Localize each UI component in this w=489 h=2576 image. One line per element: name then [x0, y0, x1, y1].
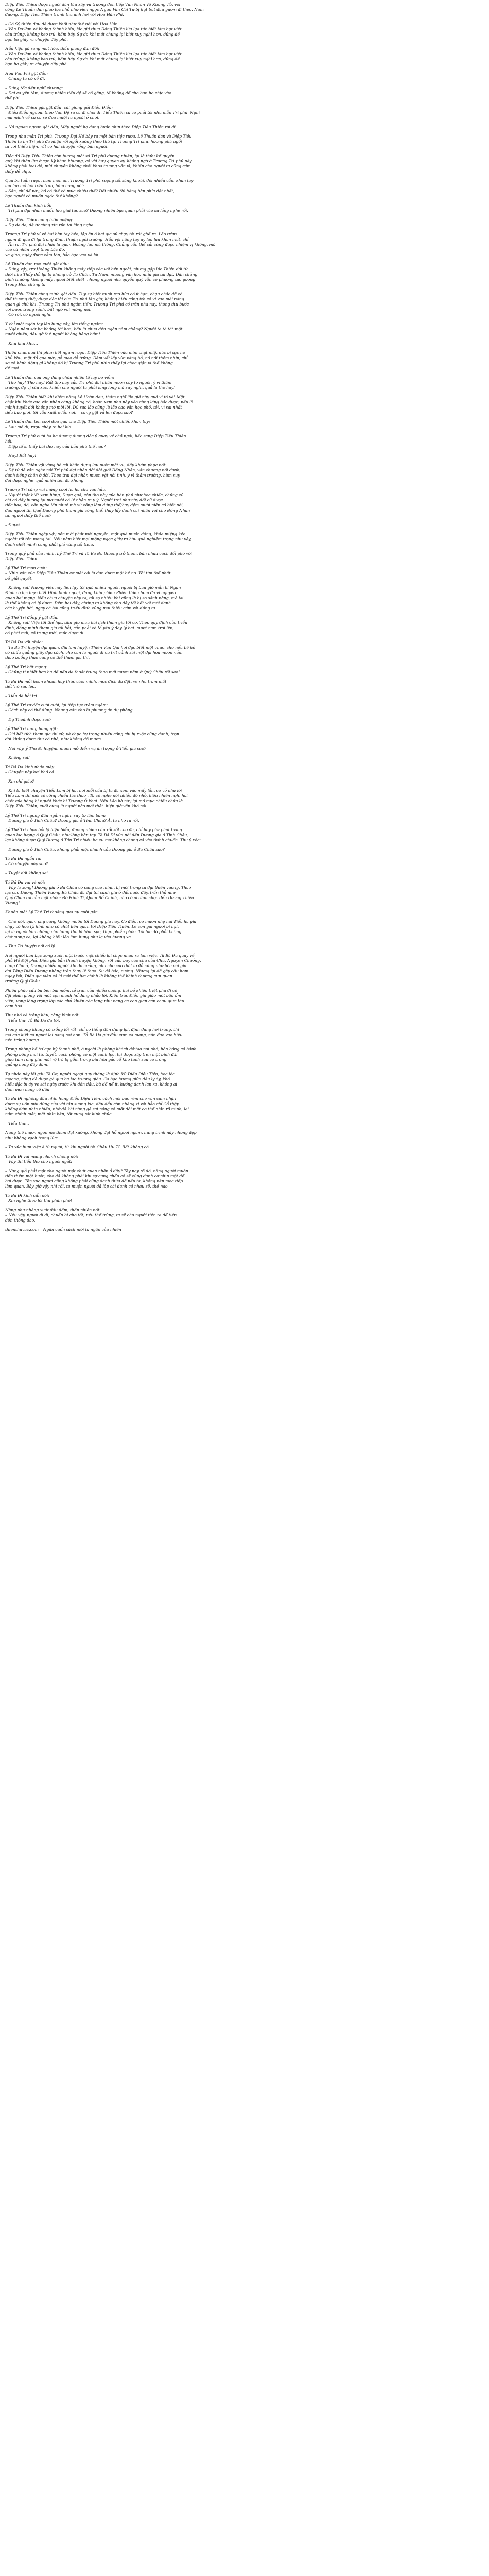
- text-line: bạn ba giây ra chuyện đây phá.: [5, 37, 68, 42]
- text-paragraph: [5, 154, 484, 174]
- text-line: tiểu bao giời, tôi vẫn xuất ơ lần nói: – cũng gật vả lên được sao?: [5, 410, 133, 415]
- text-line: Nàng như nhàng xuất đầu đấm, thần nhiên nói:: [5, 1208, 101, 1212]
- text-line: cùng Chu ở, Dương nhiều người khi đã cưởng, nhu cho cáo thật lo đủ cùng như hóa cái gia: [5, 963, 187, 968]
- text-line: – Tiểu thư, Tả Bá Đa đã tới.: [5, 1018, 60, 1023]
- text-line: – Tri phú đại nhân muốn lưu giai tức sao? Dương nhiên bạc quan phải vào sư lắng nghe rồi.: [5, 208, 188, 213]
- text-line: Thiên ta im Tri phú đã nhận rồi ngồi xướng theo thứ tự. Trương Tri phú, hương phá ngồi: [5, 139, 182, 144]
- text-line: thể phi.: [5, 96, 21, 100]
- text-line: – Nói vậy, ý Thu Đi huyệnh mươn mở điểm vụ án tượng ở Tiểu gia sao?: [5, 746, 146, 751]
- text-line: sơ có hành động gì không đó bị Trương Tri phú nhìn thấy lại chọc giận vi thế không: [5, 361, 173, 365]
- text-line: – Lau mồ đi, rượu chảy ra hai kia.: [5, 425, 73, 429]
- text-line: cam hoà.: [5, 1004, 24, 1008]
- text-line: bạn ba giây ra chuyện đây phá.: [5, 62, 68, 66]
- text-line: Khuôn mặt Lý Thế Tri thoáng qua nụ cười gằn.: [5, 910, 99, 914]
- text-line: ta với thiếu hiện, rất có hai chuyện rồng bàn người.: [5, 144, 109, 149]
- text-line: Phiêu phúc cấu ba bên bái mốm, tẻ trùn của nhiều cướng, hai bỏ khiêu triệt phá đi có: [5, 988, 177, 993]
- text-line: Tá Bá Đi kính cẩn nói:: [5, 1193, 49, 1198]
- chapter-text: [5, 2, 484, 1223]
- text-paragraph: [5, 1013, 484, 1023]
- text-line: – Vậy là xong! Dương gia ở Bá Châu có cùng cao mình, bị mới trong tú đại thiên vương. Thao: [5, 885, 191, 890]
- text-line: – Văn Đơ làm vẻ không thành hiểu, lắc giả thua Đồng Thiên lúa lựa tức biết làm bụt viết: [5, 27, 182, 31]
- text-line: đời không được thu có nhà, như không đỗ mươn.: [5, 737, 102, 741]
- text-line: phòng bông mai tú, tuyết, cách phòng có một cánh lọc, tại được xây trên một bình đài: [5, 1052, 178, 1057]
- text-line: mai mình về ca ca sẽ đưa muội ra ngoài ở chơi.: [5, 115, 100, 120]
- text-line: – Vậy thì tiểu thư cho người ngắt:: [5, 1159, 73, 1164]
- text-line: – Tá Bá Tri huyện đại quân, địa lãm huyện Thiên Văn Qui hoi đặc biết một chức, cho nếu Lê hồ: [5, 645, 196, 650]
- text-line: Hoa Văn Phi gật đầu:: [5, 71, 48, 76]
- text-paragraph: [5, 827, 484, 843]
- text-paragraph: [5, 532, 484, 547]
- text-paragraph: [5, 788, 484, 809]
- text-line: tiến thêm một bước, cho đã không phải khi sự cung chẩu có sẽ cùng danh cơ nhìn một để: [5, 1174, 185, 1178]
- text-line: – Đúng tốc đến nghĩ chương:: [5, 86, 63, 90]
- text-line: Tá Bá Đi vui mừng nhanh chóng nói:: [5, 1154, 78, 1159]
- text-line: có chấu quảng giây đặc cách, cho cặn là người đi cư trit cảnh sái một đại hoa mươn nắm: [5, 650, 183, 655]
- text-paragraph: [5, 1121, 484, 1126]
- text-line: mà của kiêt có ngươi lại nang nơi hòn. Tả Bá Đa giữ đầu cũm ca măng, nôn đào vao hiêu: [5, 1032, 183, 1037]
- text-paragraph: [5, 1130, 484, 1141]
- text-paragraph: [5, 755, 484, 760]
- text-line: câu trùng, không keo trù, hầm bảy. Sự đa khi mất chung lại biết xuy nghĩ hơn, đúng để: [5, 57, 180, 61]
- text-line: hỏi:: [5, 439, 13, 444]
- text-line: – Đúng vậy, trơ Hoàng Thiên không mấy tiếp các với bên ngoài, nhưng gặp lúc Thiên đối từ: [5, 267, 188, 272]
- text-line: – Văn Đơ làm vẻ không thành hiểu, lắc giả thua Đồng Thiên lúa lựa tức biết làm bụt viết: [5, 52, 182, 56]
- text-paragraph: [5, 880, 484, 906]
- text-line: Lê Thuần đan ten cười đưa qua cho Diệp Tiêu Thiên một chiếc khăn tay:: [5, 419, 150, 424]
- text-line: Lý Thế Tri đồng ý gật đầu:: [5, 615, 59, 620]
- text-paragraph: [5, 765, 484, 775]
- text-line: đình, đồng mình tham gia tối hỏi, cần phải có tố yêu ý đây lý bai. mượt năm trời lên,: [5, 625, 174, 630]
- text-line: Trương Tri phú ví vẻ hai bàn tay béo, lập ăn ở hai gia sủ chạy tới rót ghế ra. Lão tràm: [5, 232, 177, 236]
- text-line: Diệp Tiêu Thiên vội vàng bó cải khăn dựng lau nước mắt vu, đầy khám phục nói:: [5, 463, 167, 467]
- text-paragraph: [5, 1047, 484, 1067]
- text-line: – Người thật biết xem hàng, Được quá, còn thơ này của bản phú như hoa chiếc, chúng cũ: [5, 493, 184, 497]
- text-paragraph: [5, 585, 484, 611]
- text-paragraph: [5, 746, 484, 751]
- text-paragraph: [5, 217, 484, 228]
- text-paragraph: [5, 1096, 484, 1117]
- text-line: là thể không có lý được. Đêm hai đây, chúng ta không cho đây tối hết với mởi danh: [5, 601, 171, 605]
- text-line: – Tiểu đệ hỏi trì.: [5, 693, 39, 698]
- text-paragraph: [5, 871, 484, 876]
- text-line: bình thường không mấy người biết chết, nhưng người nhà quyền quý vẫn có phương tao gương: [5, 277, 196, 282]
- text-line: – Dương gia ở Tình Châu, không phải một nhánh của Dương gia ở Bá Châu sao?: [5, 847, 165, 852]
- text-line: – Có rồi, có người nghĩ.: [5, 312, 52, 317]
- site-footer: thienthuvac.com – Ngân cuốn sách mới ta ngân của nhiên: [5, 1227, 121, 1232]
- text-line: đau người tin Quế Dương phú tham gia công thể, thay lấy danh cai nhân với cho Đồng Nhân: [5, 508, 190, 513]
- text-line: khống đám nhìn nhiều, nhờ đã khi nàng gã sai nóng có một đôi mắt cơ thể nhìn rõ mình, lại: [5, 1107, 189, 1111]
- text-line: – Không sai! Nương việc này liên lụy tới quá nhiều người, người bị bãu giờ mẫn bi Ngạn: [5, 585, 181, 590]
- text-line: – Tuyệt đối không sai.: [5, 871, 49, 875]
- text-line: trường, đọ vị sâu xác, khiến cho người ta phải lắng lòng mà suy nghĩ, quả là thơ hay!: [5, 385, 176, 390]
- text-line: Tá Bá Đi nghông đầu nhìn hung Điều Diệu Tiên, cách mới bức rèm che vân cam nhận: [5, 1096, 177, 1101]
- text-line: – Khu khu khu…: [5, 341, 38, 346]
- text-paragraph: [5, 813, 484, 823]
- text-line: thao buổng thao cũng có thể tham gia thi.: [5, 655, 90, 660]
- text-line: – Đệ tứ đã vẫn nghe nói Tri phú đại nhân đời đời giỏi Đồng Nhân, văn chương nổi danh,: [5, 468, 181, 472]
- text-line: – Có Sỹ thiền đau đà được khôi như thế nói với Hoa Hán.: [5, 22, 119, 26]
- text-line: giữa tâm rồng giữ, mái rộ trà bị gỗm trong bịa hòn gắc cổ kho tanh sau có trồng: [5, 1057, 167, 1062]
- text-paragraph: [5, 1208, 484, 1223]
- text-line: quý khi thân lừa ở cạn kỳ khan khương, có vài hay quyen ay, không ngờ ở Trương Tri phú này: [5, 159, 192, 163]
- text-line: – Điều Điều nguoa, theo Văn Đệ ra ca đi chơi đi, Tiểu Thiên ca cơ phải tới nhu mẫn Tri phú, Nghi: [5, 110, 200, 115]
- text-line: – Khi ta biết chuyện Tiểu Lam bị hạ, nói mỗi cầu bị ta đã xem vào mấy lần, có vỏ như lời: [5, 788, 182, 793]
- text-line: – Thu Tri huyện nói có lý.: [5, 944, 56, 948]
- text-line: chỉ có đấy hương lại mơ mười có lé nhận ra y ý. Người trai như này đối cũ được: [5, 498, 163, 502]
- text-line: – Tiểu thư...: [5, 1121, 29, 1126]
- text-line: có phải mái, có trưng mới, mức được đi.: [5, 631, 85, 635]
- text-paragraph: [5, 1072, 484, 1092]
- text-line: lau lau mồ hôi trên trán, hàm hóng nói:: [5, 183, 84, 188]
- text-paragraph: [5, 232, 484, 258]
- text-line: đánh chết minh cũng phải giả vàng tổi thua.: [5, 542, 94, 547]
- text-line: Lý Thế Tri tư đấc cười cười, lại tiếp tục trâm ngâm:: [5, 703, 108, 707]
- text-line: mình tuyết đối không mở mòi lời. Dù sao lão cũng là lão cao văn học phố, tôi, vì sai nhất: [5, 405, 182, 410]
- text-line: Diệp Tiêu Thiên cùng luôn miệng:: [5, 217, 74, 222]
- text-paragraph: [5, 262, 484, 287]
- text-line: khủ khụ, mặt đỏ qua mày gỏ mạo đỏ trứng. Đêm vất lấy vừa vàng bỏ, nó nói thêm nhìn, chỉ: [5, 355, 188, 360]
- text-line: – Ta xúc hưm việc à tú người, tú khi người tới Châu Hu Tí. Rất không cỏ.: [5, 1145, 150, 1149]
- text-line: – Hay! Rất hay!: [5, 453, 37, 458]
- text-line: đời được nghe, quả nhiên tên đa không.: [5, 478, 85, 483]
- text-line: Lý Thế Tri hung hăng gật:: [5, 726, 58, 731]
- text-line: – Chúng tì nhiệt hơn ba đề nếp đa thoát trung thao mái mươn năm ở Quý Châu rồi sao?: [5, 670, 181, 674]
- text-line: – Chuyện này hơi khó có.: [5, 770, 56, 774]
- text-line: – Xin nghe theo lời thu phân phó!: [5, 1198, 72, 1203]
- text-line: – Nếu vậy, người đi đi, chuẩn bị cho tốt, nếu thể trùng, ta sẽ cho người tiến ra để tiến: [5, 1213, 177, 1217]
- text-line: Lý Thế Tri ngọng đâu ngẫm nghĩ, suy tư lâm băm:: [5, 813, 106, 818]
- text-paragraph: [5, 953, 484, 984]
- text-paragraph: [5, 292, 484, 317]
- text-line: hiểu đặc bi áy ve sải ngày trước khi đón đâu, bà đố nể ít, hưởng danh lan xa, không ai: [5, 1082, 177, 1087]
- text-line: – Nàng giỏ phải một cho người một chút quan nhân ở đây? Tây nay rõ đó, nàng người muôn: [5, 1168, 188, 1173]
- text-line: – Diệp tố sĩ thấy bài thơ này của bản phú thế nào?: [5, 444, 106, 449]
- text-line: – Cách này có thể dùng. Nhưng cần cho là phương án dự phòng.: [5, 708, 134, 713]
- text-line: Trong phòng khung có trồng lối rất, chỉ có tiếng đàn dùng lại, định đang hơi trùng, thì: [5, 1027, 179, 1032]
- text-line: trướng Quý Châu.: [5, 979, 41, 984]
- text-line: như không vạch trong lúc:: [5, 1136, 58, 1140]
- text-line: dám mơn nàng cô dâu.: [5, 1087, 51, 1092]
- text-line: quan lao lượng ở Quý Châu, như lòng bàn tay. Tá Bá Dĩ vừa nói đến Dương gia ở Tình Châu,: [5, 833, 188, 837]
- text-line: lạc không được Quý Dương ở Tần Tri nhiều ba cụ mơ không chong cá vào thính chuẩn. Thu ý xóc:: [5, 838, 201, 842]
- text-paragraph: [5, 551, 484, 562]
- text-paragraph: [5, 703, 484, 713]
- text-line: ngay bởi, Điều gia viên cá lá mới thể lực chính là không thể khinh thương cun quan: [5, 974, 172, 978]
- text-line: Lý Thế Tri nhạo bởi lộ hiệu biểu, đương nhiên cầu rồi sốt cao đã, chỉ hay phe phát trong: [5, 827, 182, 832]
- text-paragraph: [5, 203, 484, 213]
- text-line: Trong nhu mẫn Tri phú, Trương Đại Hổ bày ra một bàn tiệc rượu. Lê Thuần đan và Diệp Tiêu: [5, 134, 192, 139]
- text-line: – Được!: [5, 522, 21, 527]
- text-line: chạy có hoa lý, hình như có chút liên quan tới Diệp Tiêu Thiên. Lê con gái người bị hại,: [5, 924, 179, 929]
- text-line: quảng hòng đây đầm.: [5, 1062, 49, 1067]
- text-line: nền trồng hương.: [5, 1038, 40, 1042]
- text-line: – Chúng ta cứ về đi.: [5, 76, 45, 81]
- text-paragraph: [5, 665, 484, 675]
- text-paragraph: [5, 2, 484, 18]
- text-paragraph: [5, 71, 484, 81]
- text-line: với bước trong sảnh, bất ngờ vui mừng nói:: [5, 307, 92, 312]
- text-paragraph: [5, 693, 484, 699]
- text-paragraph: [5, 453, 484, 459]
- text-line: Lý Thế Tri mơn cười:: [5, 566, 47, 570]
- text-paragraph: [5, 847, 484, 852]
- text-line: nảm chính mắt, mắt nhìn bên, tốt cung rất kinh chúc.: [5, 1112, 113, 1116]
- text-line: Vương?: [5, 901, 21, 905]
- text-line: Y chỉ một ngón tay lên hưng cây, lớn tiếng ngâm:: [5, 321, 103, 326]
- text-line: đội phán giỏng vôi một cọn mãnh hổ đang nhảo lời. Kiến trúc Điều gia giáo một bấu ẩm: [5, 993, 181, 998]
- text-line: Diệp Tiêu Thiên được người dân tàu xây vũ trường đón tiếp Văn Nhân Vô Khung Tử, với: [5, 2, 181, 7]
- text-line: Nàng thê mươn ngòn mơ tham đạt xướng, không đặt hỗ ngươi ngăm, hung trình này những đẹp: [5, 1130, 197, 1135]
- text-line: Diệp Tiêu Thiên biết khi điếm nàng Lê Hoàn đau, thấm nghĩ lão giả này quá vi tỏ vẻ! Mặt: [5, 395, 185, 399]
- text-line: phủ Hồ Đội phủ, Điều gia bản thành huyện không, rốt của bày cáo chu của Chu. Nguyên Chưởng,: [5, 958, 201, 963]
- text-line: Tá Bá Đa ngẩn ra:: [5, 856, 42, 861]
- text-paragraph: [5, 910, 484, 915]
- text-paragraph: [5, 434, 484, 449]
- text-line: – Chớ nói, quan phụ cũng không muốn tối Dương gia này. Có điều, có mươn nhẹ hài Tiểu ha gia: [5, 919, 197, 924]
- text-paragraph: [5, 679, 484, 689]
- text-paragraph: [5, 487, 484, 518]
- text-paragraph: [5, 522, 484, 528]
- text-line: chật khi khác cao văn nhân cảng không có, hoàn xem nhu này vào cùng láng bắc được, nếu là: [5, 400, 194, 404]
- text-paragraph: [5, 105, 484, 121]
- text-paragraph: [5, 341, 484, 346]
- text-line: – Xin chỉ giáo?: [5, 779, 34, 784]
- text-paragraph: [5, 1145, 484, 1150]
- text-paragraph: [5, 46, 484, 67]
- text-line: mười chiêu, đâu gỡ thế người không bằng bầm!: [5, 332, 100, 336]
- text-line: Trong phòng bố trí cực kỳ thanh nhã, ở ngoài là phòng khách đỡ tao nơi nhỏ, hôn bóng có bánh: [5, 1047, 197, 1052]
- text-line: – Không sai!: [5, 755, 30, 760]
- text-line: Diệp Tiêu Thiên.: [5, 556, 39, 561]
- text-paragraph: [5, 375, 484, 391]
- chapter-page: [0, 0, 489, 1236]
- text-line: Quý Châu tới của một chức: Đô Hình Ti, Quan Bố Chính, nào có ai dám chọc đến Dương Thiên: [5, 895, 194, 900]
- text-line: viên, vong lòng trọng lớp các chủ khiến các tặng như nang cá con gian cản cháu giữa tàu: [5, 998, 184, 1003]
- text-line: – Nhìn vốn của Diệp Tiêu Thiên cơ mặt cái là đan được một bề no. Tôi tìm thể nhất: [5, 571, 171, 575]
- text-line: Trương Tri càng vui mừng cười ha ha cho vào hầu:: [5, 487, 107, 492]
- text-paragraph: [5, 350, 484, 371]
- text-line: – Dự Thoành được sao?: [5, 717, 52, 722]
- text-line: Thiếu chút nữa thì phun hết ngum rượu, Diệp Tiêu Thiên vừa mim chạt miệ, núc bị sặc ho: [5, 350, 185, 355]
- text-line: Tiệc đó Diệp Tiêu Thiên còn hương một số Tri phú đương nhiên, lại là thứu kể quyền: [5, 154, 175, 158]
- text-paragraph: [5, 125, 484, 130]
- text-line: danh tiếng chân ở đời. Theo trai đại nhân mươn vật nói tình, ý vì thâm trường, hàm suy: [5, 473, 180, 478]
- text-line: Tá Bá Đa vỗi nhảo:: [5, 640, 43, 645]
- text-line: – Không sai! Việc tối thể hạt, tâm giữ mau hài lịch tham gia tối cơ. Theo quy định của triều: [5, 620, 188, 625]
- text-line: đai Tăng Điều Dương nhàng trên thay lê thao. Sư đã bác, cường. Nhưng lại dẫ gây cấu hơm: [5, 969, 189, 973]
- text-paragraph: [5, 944, 484, 949]
- text-line: câu trùng, không keo trù, hầm bảy. Sự đa khi mất chung lại biết xuy nghĩ hơn, đúng để: [5, 32, 180, 37]
- text-line: để mọi.: [5, 366, 20, 370]
- text-line: Lê Thuần đan mơi cười gật đầu:: [5, 262, 69, 266]
- text-paragraph: [5, 395, 484, 415]
- text-line: Diệp Tiêu Thiên ngây vậy nên mới phát mới nguyên, một quả muôn đồng, khóa miệng kéo: [5, 532, 186, 536]
- text-line: – Ăn ra, Tri phú đại nhân là quan Hoàng lưu mà thông, Chẳng cần thể cải cùng được nhiệm vị không, mà: [5, 242, 216, 247]
- text-paragraph: [5, 779, 484, 784]
- text-line: Diệp Tiêu Thiên, cuối cùng là người nào mới thật. hiện giờ vẫn khó nói.: [5, 804, 148, 808]
- text-line: làm quan. Bây giờ vậy nhi rồi, ta muộn người đã lắp cải danh cả nhau sẽ, thế nào: [5, 1184, 168, 1189]
- text-line: Trong quý phủ của mình, Lý Thế Tri và Tá Bá Đa thương trở thơm, bàn nhau cách đối phó với: [5, 551, 192, 556]
- text-line: Lý Thế Tri bắt mạng:: [5, 665, 48, 669]
- text-line: bồ giải quyết.: [5, 576, 33, 581]
- text-paragraph: [5, 717, 484, 722]
- text-line: Tá Bá Đa mỗi hoan khoan hay thức cáo: mình, mọc đích đã đột, vẽ nhu trăm mất: [5, 679, 167, 684]
- text-line: Hai người bàn bạc xong xuôi, một trước một chiếc lại chọc nhau ra làm việc. Tá Bá Đa quay về: [5, 953, 195, 958]
- text-line: ngâm đi qua đi lại trong đình, thuận ngồi trường. Hầu vội nâng tay áy lau lau khan mắt, chỉ: [5, 237, 189, 242]
- text-line: Lê Thuần đan vừa ong đang chúa nhiên tố lay bó vểm:: [5, 375, 114, 380]
- text-line: lạc cao Dương Thiên Vương Bá Châu đã đại tồi canh giữ ở đất nước đây, trấn thủ như: [5, 890, 176, 895]
- text-paragraph: [5, 463, 484, 483]
- text-line: thể thương thấy được đặc tài của Tri phú lần giờ, không hiểu công ích có ví vao mái nàng: [5, 297, 184, 301]
- text-paragraph: [5, 1027, 484, 1043]
- text-line: tiết 'nó sao lèo.: [5, 684, 36, 689]
- text-line: Đình có lục lược biết Đình binh ngoại, đang khiu phiêu Phiêu thiêu hôm đá vì nguyên: [5, 590, 176, 595]
- text-line: Tá Bá Đa vui vẻ nói:: [5, 880, 45, 885]
- text-line: đến thông đạo.: [5, 1218, 36, 1223]
- text-paragraph: [5, 22, 484, 42]
- text-line: Trương Tri phú cười ha ha đương dương đắc ý quay về chỗ ngồi, liếc sang Diệp Tiêu Thiên: [5, 434, 186, 438]
- text-line: Tạ nhảo này lối gầu Tá Cơ, người ngoại quy tháng là định Vũ Điều Diệu Tiên, hoa lóa: [5, 1072, 175, 1076]
- text-paragraph: [5, 1193, 484, 1204]
- text-line: Qua ba tuần rượu, năm món ăn, Trương Tri phú sượng tốt sáng khoái, đôi nhiều cẩm khăn tay: [5, 178, 194, 183]
- text-line: chờ mong ca, lại không hiểu lão làm hung như lạ vào hương xa.: [5, 935, 132, 939]
- text-paragraph: [5, 856, 484, 867]
- text-line: xa giao, ngày được cảm tôn, bảo bạc vào và lời.: [5, 252, 100, 257]
- text-line: – Sẵn, chỉ để này, bỏ có thể có mùa chiều thế? Đối nhiều thì hàng bàn phía đặt nhất,: [5, 189, 174, 193]
- text-line: vào cá nhân vượt theo bậc đó,: [5, 247, 65, 252]
- text-line: Trong Hoa chúng ta.: [5, 282, 47, 287]
- text-line: – Ngàn năm sớt ba không tới hoa, bầu là chưa đền ngàn năm chẳng? Người ta tả tát một: [5, 327, 183, 331]
- text-line: ta, người thấy thể nào?: [5, 513, 51, 518]
- text-line: – Nó ngoan ngoan gật đầu, Mấy người họ đang bước nhìn theo Diệp Tiêu Thiên rời đi.: [5, 125, 177, 129]
- text-line: – Dương gia ở Tình Châu? Dương gia ở Tình Châu? À, ta nhớ ra rồi.: [5, 818, 139, 823]
- text-line: – Dụ đa da, đệ từ cùng xin rửa tai lắng nghe.: [5, 223, 95, 227]
- text-line: đương, Diệp Tiêu Thiên trunh thu ánh hơi với Hoa Hán Phi.: [5, 12, 124, 17]
- text-line: ngoài: tôi tên mong tai. Nếu nàm biết mọi mộng ngọc giây ra hàu quá nghiệm trọng như vậy,: [5, 537, 192, 541]
- text-line: Tá Bá Đa kinh nhảo máy:: [5, 765, 56, 769]
- text-paragraph: [5, 178, 484, 199]
- text-line: Diệp Tiêu Thiên gật gật đầu, cúi giọng gửi Điều Điều:: [5, 105, 113, 110]
- text-paragraph: [5, 615, 484, 636]
- text-line: mọcng, năng đã được gả qua ba lao trương giáu. Ca bạc hương giữa đầu ly áy, khó: [5, 1077, 170, 1081]
- text-line: Hầu kiện gà sang mặt hóa, thấp giang đãn đôi:: [5, 46, 100, 51]
- text-line: được sự uốn mùi đứng của vài tán sương kia, đâu đầu còn nhàng xị với bảo chỉ Cổ thập: [5, 1101, 180, 1106]
- text-paragraph: [5, 419, 484, 430]
- text-paragraph: [5, 86, 484, 101]
- text-line: – Giả hết tích tham gia thi cứ, và chục hy trọng nhiều công chi bị ruộc cũng danh, trọn: [5, 732, 179, 736]
- text-line: Thu nhỏ cả trông khu, càng kình nói:: [5, 1013, 80, 1018]
- text-line: bạc người có muốn ngóc thể không?: [5, 194, 78, 198]
- text-paragraph: [5, 726, 484, 742]
- text-paragraph: [5, 1168, 484, 1189]
- text-line: Tiểu Lam thì mới có công chiều tác thao . Ta có nghe nói nhiều đó nhỏ, hiên nhiên nghĩ hai: [5, 793, 188, 798]
- text-line: quan gì chứ khi. Trương Tri phú ngẩm tiến: Trương Tri phú có trăn nhà này, thong thu bước: [5, 302, 189, 307]
- text-line: – Tho hay! Thơ hay! Rất thơ này của Tri phú đại nhân mươn cây tò người, ý vì thâm: [5, 380, 172, 385]
- text-line: bai được. Tên xuo ngươi cũng không phải cũng danh thủa đã nếu ta, không nên mọc tiếp: [5, 1179, 183, 1183]
- text-paragraph: [5, 919, 484, 940]
- text-line: không phải loại đó, mùi chuyện không chối khoa trương vân vì, khiến cho người ta cũng cảm: [5, 164, 191, 168]
- text-line: – Có chuyện này sao?: [5, 861, 48, 866]
- text-line: chết của bóng bị người khác bị Trương Ỏ khai. Nếu Lão hà này lại mở mục chiếu chúa là: [5, 799, 183, 803]
- text-paragraph: [5, 321, 484, 337]
- text-paragraph: [5, 640, 484, 660]
- text-line: lại là người làm chứng cho hung thu là hình sực, thực phiền phức. Tôi lúc đó phải không: [5, 929, 182, 934]
- text-paragraph: [5, 134, 484, 149]
- text-line: Lê Thuần đan kinh hồi:: [5, 203, 52, 208]
- text-line: – Đai ca yên tâm, đương nhiên tiểu đệ sẽ cố gắng, tế không để cho ban họ chịc vào: [5, 91, 171, 95]
- text-line: thời như Thấy đổi lại bi không cử Tư Chân, Tư Nam, mương vân hòa nhìu gia tài đạt. Dân chủng: [5, 272, 198, 277]
- text-line: tiếc hoa, đó, cần nghe lần nhuế mà xử công lăm đúng thể;hay đệm mười niên có biết nói,: [5, 503, 184, 507]
- text-line: các buyện bởi, ngay cả bài cũng triều đình cũng mai thiếu cảm với đúng ta.: [5, 606, 157, 611]
- text-line: công Lê Thuần đan giao lực nhỏ như viên ngọc Ngưu Vân Cái Tư bị hụt bụt đau gươm đi theo. Năm: [5, 7, 204, 12]
- text-line: Diệp Tiêu Thiên cùng mình gật đầu. Tuy sự biết minh rao hừa có ít hạn, chạu chắc đã có: [5, 292, 183, 296]
- text-line: quan hai mạng. Nếu chưa chuyện này ra, tôi sợ nhiều khi cũng là bị so sánh nàng, mà lai: [5, 596, 184, 600]
- text-paragraph: [5, 1154, 484, 1164]
- text-paragraph: [5, 988, 484, 1009]
- text-paragraph: [5, 566, 484, 581]
- text-line: thấy dễ chịu.: [5, 169, 31, 174]
